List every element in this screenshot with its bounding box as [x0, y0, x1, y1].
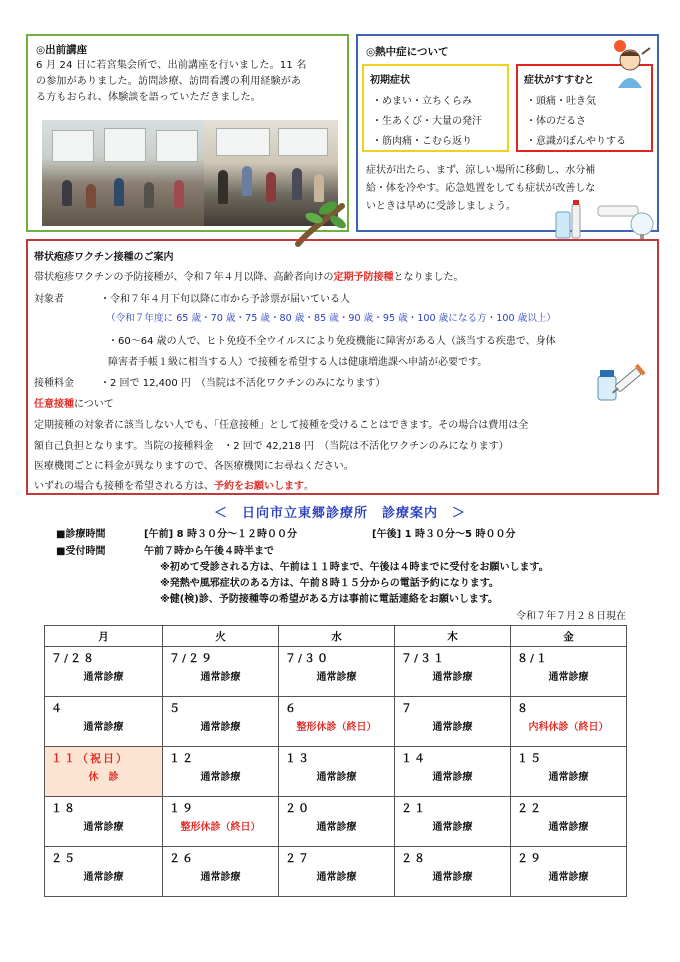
calendar-status: 通常診療 — [548, 872, 589, 883]
advice-line: 症状が出たら、まず、涼しい場所に移動し、水分補 — [366, 165, 596, 176]
calendar-date: １４ — [401, 752, 427, 765]
calendar-status: 通常診療 — [432, 722, 473, 733]
optional-line: 額自己負担となります。当院の接種料金 ・2 回で 42,218 円 （当院は不活化ワクチンのみになります） — [34, 441, 509, 452]
guide-note: ※初めて受診される方は、午前は１１時まで、午後は４時までに受付をお願いします。 — [160, 562, 549, 573]
calendar-status: 整形休診（終日） — [180, 822, 261, 833]
calendar-day-cell — [45, 647, 163, 697]
calendar-day-cell — [511, 847, 627, 897]
optional-line: 医療機関ごとに料金が異なりますので、各医療機関にお尋ねください。 — [34, 461, 354, 472]
clinic-calendar — [44, 625, 627, 897]
lecture-line: の参加がありました。訪問診療、訪問看護の利用経験があ — [36, 76, 302, 87]
calendar-status: 通常診療 — [548, 672, 589, 683]
calendar-status: 通常診療 — [432, 872, 473, 883]
optional-heading — [34, 395, 114, 410]
calendar-date: ７/３１ — [401, 652, 447, 665]
calendar-status: 通常診療 — [432, 822, 473, 833]
calendar-day-cell — [279, 847, 395, 897]
calendar-date: ２１ — [401, 802, 427, 815]
calendar-date: ４ — [51, 702, 64, 715]
calendar-day-cell — [45, 747, 163, 797]
weekday-header: 金 — [511, 626, 627, 647]
calendar-week-row — [45, 797, 627, 847]
lecture-title: ◎出前講座 — [36, 44, 88, 56]
calendar-day-cell — [279, 647, 395, 697]
calendar-status: 通常診療 — [316, 872, 357, 883]
calendar-day-cell — [279, 697, 395, 747]
calendar-status: 通常診療 — [548, 772, 589, 783]
calendar-date: １１（祝日） — [51, 752, 129, 765]
calendar-date: ５ — [169, 702, 182, 715]
optional-heading-text: について — [74, 399, 114, 410]
calendar-status: 通常診療 — [83, 822, 124, 833]
calendar-status: 通常診療 — [200, 722, 241, 733]
weekday-header: 水 — [279, 626, 395, 647]
calendar-date: １９ — [169, 802, 195, 815]
calendar-day-cell — [511, 697, 627, 747]
calendar-date: ７/２９ — [169, 652, 215, 665]
heatstroke-title: ◎熱中症について — [366, 46, 449, 58]
calendar-status: 通常診療 — [316, 672, 357, 683]
syringe-vial-illustration — [592, 356, 648, 404]
symptom-item: ・意識がぼんやりする — [526, 136, 626, 147]
calendar-status: 通常診療 — [316, 822, 357, 833]
calendar-status: 通常診療 — [200, 772, 241, 783]
target-ages: （令和７年度に 65 歳・70 歳・75 歳・80 歳・85 歳・90 歳・95 歳・100 歳になる方・100 歳以上） — [106, 313, 556, 324]
calendar-week-row — [45, 647, 627, 697]
calendar-date: ２６ — [169, 852, 195, 865]
hours-label: ■診療時間 — [56, 529, 106, 540]
vaccine-closing — [34, 477, 314, 492]
reception-hours: 午前７時から午後４時半まで — [144, 546, 274, 557]
symptom-item: ・頭痛・吐き気 — [526, 96, 596, 107]
calendar-day-cell — [395, 847, 511, 897]
lecture-line: る方もおられ、体験談を語っていただきました。 — [36, 92, 261, 103]
calendar-day-cell — [279, 797, 395, 847]
guide-note: ※発熱や風邪症状のある方は、午前８時１５分からの電話予約になります。 — [160, 578, 499, 589]
calendar-status: 通常診療 — [83, 672, 124, 683]
optional-line: 定期接種の対象者に該当しない人でも、「任意接種」として接種を受けることはできます。その場合は費用は全 — [34, 420, 529, 431]
calendar-date: ７/２８ — [51, 652, 97, 665]
fee-text: ・2 回で 12,400 円 （当院は不活化ワクチンのみになります） — [100, 378, 386, 389]
calendar-day-cell — [511, 647, 627, 697]
calendar-week-row — [45, 847, 627, 897]
reception-label: ■受付時間 — [56, 546, 106, 557]
target-item-2-cont: 障害者手帳１級に相当する人）で接種を希望する人は健康増進課へ申請が必要です。 — [108, 357, 488, 368]
calendar-date: ２８ — [401, 852, 427, 865]
calendar-day-cell — [163, 697, 279, 747]
lecture-line: 6 月 24 日に若宮集会所で、出前講座を行いました。11 名 — [36, 60, 307, 71]
calendar-date: ８ — [517, 702, 530, 715]
calendar-status: 通常診療 — [316, 772, 357, 783]
drinks-fan-illustration — [552, 198, 656, 242]
calendar-date: ８/１ — [517, 652, 550, 665]
calendar-date: ２５ — [51, 852, 77, 865]
guide-note: ※健(検)診、予防接種等の希望がある方は事前に電話連絡をお願いします。 — [160, 594, 499, 605]
closing-text: 。 — [304, 481, 314, 492]
calendar-date: １８ — [51, 802, 77, 815]
calendar-date: １５ — [517, 752, 543, 765]
hours-afternoon: [午後] 1 時３０分～5 時００分 — [372, 529, 516, 540]
calendar-date: ６ — [285, 702, 298, 715]
calendar-status: 通常診療 — [200, 672, 241, 683]
weekday-header: 火 — [163, 626, 279, 647]
target-label: 対象者 — [34, 294, 64, 305]
early-symptoms-heading: 初期症状 — [370, 75, 410, 86]
advice-line: 給・体を冷やす。応急処置をしても症状が改善しな — [366, 183, 596, 194]
symptom-item: ・めまい・立ちくらみ — [372, 96, 472, 107]
calendar-day-cell — [279, 747, 395, 797]
lecture-photo-room — [42, 120, 210, 226]
calendar-status: 通常診療 — [432, 672, 473, 683]
calendar-date: ７/３０ — [285, 652, 331, 665]
vaccine-title: 帯状疱疹ワクチン接種のご案内 — [34, 252, 174, 263]
calendar-date: ２０ — [285, 802, 311, 815]
calendar-date: ２２ — [517, 802, 543, 815]
calendar-day-cell — [163, 797, 279, 847]
calendar-week-row — [45, 697, 627, 747]
calendar-week-row — [45, 747, 627, 797]
calendar-day-cell — [395, 697, 511, 747]
target-item-1: ・令和７年４月下旬以降に市から予診票が届いている人 — [100, 294, 350, 305]
calendar-day-cell — [163, 847, 279, 897]
clinic-guide-title: ＜ 日向市立東郷診療所 診療案内 ＞ — [213, 506, 466, 521]
calendar-day-cell — [45, 697, 163, 747]
calendar-date: ７ — [401, 702, 414, 715]
fee-label: 接種料金 — [34, 378, 74, 389]
calendar-status: 整形休診（終日） — [296, 722, 377, 733]
calendar-status: 通常診療 — [548, 822, 589, 833]
calendar-header-row — [45, 626, 627, 647]
calendar-status: 休 診 — [88, 772, 119, 783]
calendar-day-cell — [395, 797, 511, 847]
symptom-item: ・体のだるさ — [526, 116, 586, 127]
routine-vaccination-highlight: 定期予防接種 — [333, 272, 394, 283]
as-of-date: 令和７年７月２８日現在 — [516, 611, 626, 622]
calendar-status: 通常診療 — [83, 872, 124, 883]
optional-vaccination-highlight: 任意接種 — [34, 399, 74, 410]
symptom-item: ・筋肉痛・こむら返り — [372, 136, 472, 147]
calendar-status: 通常診療 — [83, 722, 124, 733]
calendar-status: 通常診療 — [432, 772, 473, 783]
calendar-day-cell — [45, 847, 163, 897]
calendar-day-cell — [511, 797, 627, 847]
calendar-date: １２ — [169, 752, 195, 765]
calendar-day-cell — [395, 747, 511, 797]
calendar-status: 通常診療 — [200, 872, 241, 883]
weekday-header: 木 — [395, 626, 511, 647]
shingles-vaccine-section — [26, 239, 659, 495]
calendar-day-cell — [45, 797, 163, 847]
target-item-2: ・60～64 歳の人で、ヒト免疫不全ウイルスにより免疫機能に障害がある人（該当する疾患で、身体 — [108, 336, 556, 347]
calendar-day-cell — [395, 647, 511, 697]
reservation-highlight: 予約をお願いします — [214, 481, 304, 492]
calendar-day-cell — [163, 647, 279, 697]
calendar-day-cell — [511, 747, 627, 797]
weekday-header: 月 — [45, 626, 163, 647]
vaccine-intro — [34, 268, 464, 283]
symptom-item: ・生あくび・大量の発汗 — [372, 116, 482, 127]
calendar-date: １３ — [285, 752, 311, 765]
lecture-body — [36, 58, 341, 106]
calendar-body — [45, 647, 627, 897]
calendar-status: 内科休診（終日） — [528, 722, 609, 733]
hours-morning: [午前] 8 時３０分～１２時００分 — [144, 529, 298, 540]
advanced-symptoms-heading: 症状がすすむと — [524, 75, 595, 86]
vaccine-intro-text: となりました。 — [393, 272, 464, 283]
calendar-day-cell — [163, 747, 279, 797]
calendar-date: ２９ — [517, 852, 543, 865]
hot-person-illustration — [606, 38, 654, 90]
closing-text: いずれの場合も接種を希望される方は、 — [34, 481, 214, 492]
vaccine-intro-text: 帯状疱疹ワクチンの予防接種が、令和７年４月以降、高齢者向けの — [34, 272, 334, 283]
early-symptoms-box — [362, 64, 509, 152]
calendar-date: ２７ — [285, 852, 311, 865]
advice-line: いときは早めに受診しましょう。 — [366, 201, 516, 212]
